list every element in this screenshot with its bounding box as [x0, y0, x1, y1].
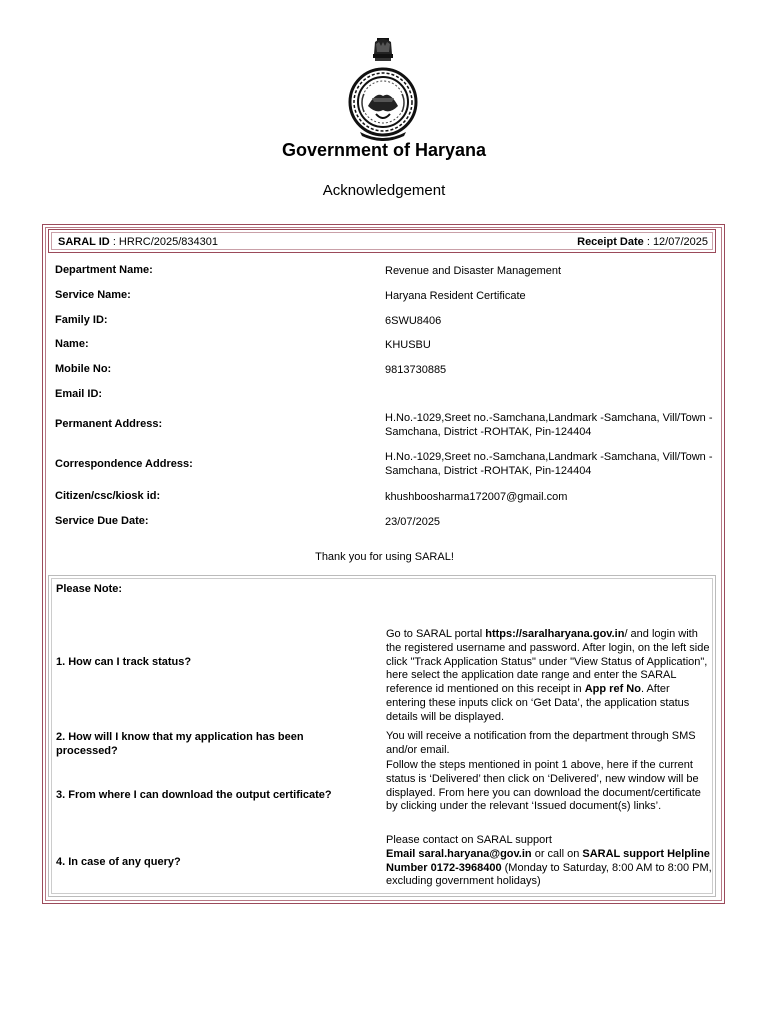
question-1: 1. How can I track status?: [56, 656, 192, 668]
acknowledgement-box: SARAL ID : HRRC/2025/834301 Receipt Date : 12/07/2025 Department Name: Revenue and Disaster Management Service Name: Haryana Resident Certificate Family ID: 6SWU8406 Name: KHUSBU Mobile No: 9813730885 Email ID: Permanent Address: H.No.-1029,Sreet no.-Samchana,Landmark -Samchana, Vill/Town -Samchana, District -ROHTAK, Pin-124404 Correspondence Address: H.No.-1029,Sreet no.-Samchana,Landmark -Samchana, Vill/Town -Samchana, District -ROHTAK, Pin-124404 Citizen/csc/kiosk id: khushboosharma172007@gmail.com Service Due Date: 23/07/2025 Thank you for using SARAL! Please Note: 1. How can I track status? Go to SARAL portal https://saralharyana.gov.in/ and login with the registered username and password. After login, on the left side click "Track Application Status" under "View Status of Application", here select the application date range and enter the SARAL reference id mentioned on this receipt in App ref No. After entering these inputs click on ‘Get Data’, the application status details will be displayed. 2. How will I know that my application has been processed? You will receive a notification from the department through SMS and/or email. 3. From where I can download the output certificate? Follow the steps mentioned in point 1 above, here if the current status is ‘Delivered’ then click on ‘Delivered’, new window will be displayed. From here you can download the document/certificate by clicking under the relevant ‘Issued document(s) links’. 4. In case of any query? Please contact on SARAL support Email saral.haryana@gov.in or call on SARAL support Helpline Number 0172-3968400 (Monday to Saturday, 8:00 AM to 8:00 PM, excluding government holidays): [42, 224, 725, 904]
receipt-date: Receipt Date : 12/07/2025: [577, 236, 708, 248]
state-emblem-icon: [346, 36, 420, 144]
note-box: [48, 575, 716, 897]
thanks-message: Thank you for using SARAL!: [315, 551, 454, 563]
receipt-header: [48, 229, 716, 253]
question-3: 3. From where I can download the output certificate?: [56, 789, 332, 801]
question-2: 2. How will I know that my application has been processed?: [56, 731, 304, 757]
page-subtitle: Acknowledgement: [322, 182, 446, 199]
answer-3: Follow the steps mentioned in point 1 above, here if the current status is ‘Delivered’ then click on ‘Delivered’, new window will be displayed. From here you can download the document/certificate by clicking under the relevant ‘Issued document(s) links’.: [386, 759, 701, 813]
support-email-link[interactable]: Email saral.haryana@gov.in: [386, 847, 532, 860]
answer-2: You will receive a notification from the department through SMS and/or email.: [386, 730, 696, 756]
saral-portal-link[interactable]: https://saralharyana.gov.in: [485, 628, 625, 640]
saral-id: SARAL ID : HRRC/2025/834301: [58, 236, 218, 248]
question-4: 4. In case of any query?: [56, 856, 181, 868]
note-title: Please Note:: [56, 583, 123, 595]
answer-4: Please contact on SARAL support Email saral.haryana@gov.in or call on SARAL support Helpline Number 0172-3968400 (Monday to Saturday, 8:00 AM to 8:00 PM, excluding government holidays): [386, 834, 712, 888]
page-title: Government of Haryana: [281, 140, 487, 160]
answer-1: Go to SARAL portal https://saralharyana.gov.in/ and login with the registered username and password. After login, on the left side click "Track Application Status" under "View Status of Application", here select the application date range and enter the SARAL reference id mentioned on this receipt in App ref No. After entering these inputs click on ‘Get Data’, the application status details will be displayed.: [386, 628, 710, 723]
